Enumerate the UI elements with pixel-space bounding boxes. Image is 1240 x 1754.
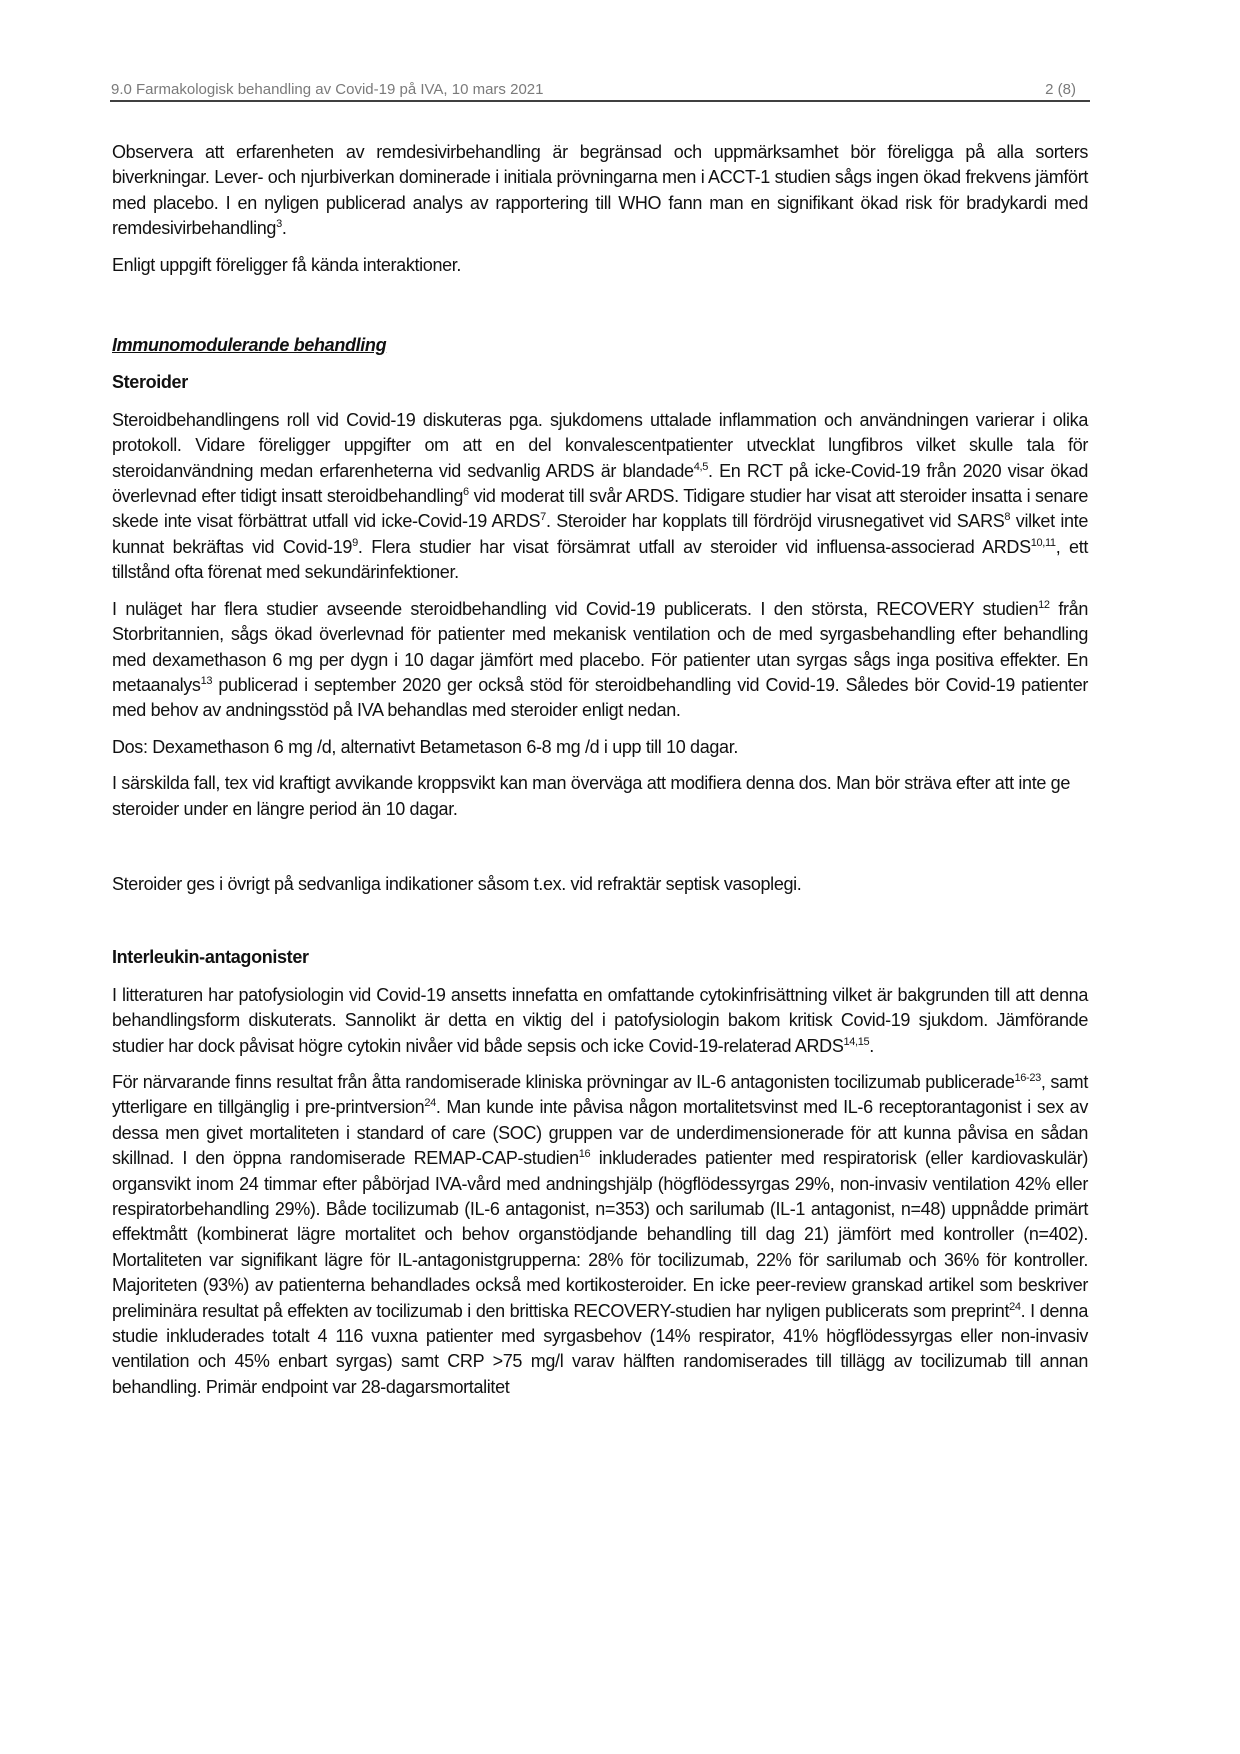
reference: 16 [578,1148,591,1161]
text: I litteraturen har patofysiologin vid Covid-19 ansetts innefatta en omfattande cytokinfrisättning vilket är bakgrunden till att denna behandlingsform diskuterats. Sannolikt är detta en viktig del i patofysiologin bakom kritisk Covid-19 sjukdom. Jämförande studier har dock påvisat högre cytokin nivåer vid både sepsis och icke Covid-19-relaterad ARDS [112,984,1088,1056]
reference: 8 [1004,511,1011,524]
other-indications-paragraph: Steroider ges i övrigt på sedvanliga indikationer såsom t.ex. vid refraktär septisk vasoplegi. [112,873,802,894]
text: . Flera studier har visat försämrat utfall av steroider vid influensa-associerad ARDS [357,536,1031,557]
header-title: 9.0 Farmakologisk behandling av Covid-19 på IVA, 10 mars 2021 [111,81,544,98]
special-cases-paragraph: I särskilda fall, tex vid kraftigt avvikande kroppsvikt kan man överväga att modifiera denna dos. Man bör sträva efter att inte ge steroider under en längre period än 10 dagar. [112,773,1071,819]
reference: 13 [200,674,213,687]
text: , ett tillstånd ofta förenat med sekundärinfektioner. [112,536,1088,583]
reference: 24 [1009,1300,1021,1313]
text: Steroidbehandlingens roll vid Covid-19 diskuteras pga. sjukdomens uttalade inflammation och användningen varierar i olika protokoll. Vidare föreligger uppgifter om att en del konvalescentpatienter utvecklat lungfibros vilket skulle tala för steroidanvändning medan erfarenheterna vid sedvanlig ARDS är blandade [112,409,1088,481]
reference: 14,15 [843,1035,870,1048]
text: I nuläget har flera studier avseende steroidbehandling vid Covid-19 publicerats. I den största, RECOVERY studien [112,598,1039,619]
page-number: 2 (8) [1045,81,1076,98]
reference: 24 [424,1097,436,1110]
remdesivir-paragraph-1 [112,140,1088,242]
text: . Steroider har kopplats till fördröjd virusnegativet vid SARS [545,511,1005,532]
steroid-paragraph-2 [112,597,1088,724]
interleukin-paragraph-1 [112,983,1088,1059]
interleukin-paragraph-2 [112,1070,1088,1400]
text: från Storbritannien, sågs ökad överlevnad för patienter med mekanisk ventilation och de med syrgasbehandling efter behandling med dexamethason 6 mg per dygn i 10 dagar jämfört med placebo. För patienter utan syrgas sågs inga positiva effekter. En metaanalys [112,598,1088,695]
subheading-interleukin: Interleukin-antagonister [112,947,309,968]
reference: 10,11 [1030,536,1056,549]
page-header [110,74,1090,102]
steroid-paragraph-1 [112,408,1088,586]
text: inkluderades patienter med respiratorisk (eller kardiovaskulär) organsvikt inom 24 timmar efter påbörjad IVA-vård med andningshjälp (högflödessyrgas 29%, non-invasiv ventilation 42% eller respiratorbehandling 29%). Både tocilizumab (IL-6 antagonist, n=353) och sarilumab (IL-1 antagonist, n=48) uppnådde primärt effektmått (kombinerat lägre mortalitet och behov organstödjande behandling till dag 21) jämfört med kontroller (n=402). Mortaliteten var signifikant lägre för IL-antagonistgrupperna: 28% för tocilizumab, 22% för sarilumab och 36% för kontroller. Majoriteten (93%) av patienterna behandlades också med kortikosteroider. En icke peer-review granskad artikel som beskriver preliminära resultat på effekten av tocilizumab i den brittiska RECOVERY-studien har nyligen publicerats som preprint [112,1148,1088,1321]
reference: 12 [1038,598,1050,611]
dose-paragraph: Dos: Dexamethason 6 mg /d, alternativt Betametason 6-8 mg /d i upp till 10 dagar. [112,736,739,757]
reference: 3 [276,218,282,231]
text: . [281,218,287,239]
text: , samt ytterligare en tillgänglig i pre-printversion [112,1071,1088,1118]
reference: 4,5 [693,460,708,473]
section-title: Immunomodulerande behandling [112,335,387,356]
document-body [112,140,1088,1411]
text: vid moderat till svår ARDS. Tidigare studier har visat att steroider insatta i senare skede inte visat förbättrat utfall vid icke-Covid-19 ARDS [112,486,1088,532]
text: . I denna studie inkluderades totalt 4 116 vuxna patienter med syrgasbehov (14% respirator, 41% högflödessyrgas eller non-invasiv ventilation och 45% enbart syrgas) samt CRP >75 mg/l varav hälften randomiserades till tillägg av tocilizumab till annan behandling. Primär endpoint var 28-dagarsmortalitet [112,1300,1088,1397]
subheading-steroider: Steroider [112,372,188,393]
reference: 6 [463,486,469,499]
text: . En RCT på icke-Covid-19 från 2020 visar ökad överlevnad efter tidigt insatt steroidbehandling [112,460,1088,507]
reference: 16-23 [1014,1071,1041,1084]
remdesivir-paragraph-2: Enligt uppgift föreligger få kända interaktioner. [112,254,462,275]
text: publicerad i september 2020 ger också stöd för steroidbehandling vid Covid-19. Således bör Covid-19 patienter med behov av andningsstöd på IVA behandlas med steroider enligt nedan. [112,674,1088,721]
text: Observera att erfarenheten av remdesivirbehandling är begränsad och uppmärksamhet bör föreligga på alla sorters biverkningar. Lever- och njurbiverkan dominerade i initiala prövningarna men i ACCT-1 studien sågs ingen ökad frekvens jämfört med placebo. I en nyligen publicerad analys av rapportering till WHO fann man en signifikant ökad risk för bradykardi med remdesivirbehandling [112,142,1088,239]
text: För närvarande finns resultat från åtta randomiserade kliniska prövningar av IL-6 antagonisten tocilizumab publicerade [112,1071,1015,1092]
text: . [869,1035,874,1056]
reference: 9 [352,536,358,549]
text: vilket inte kunnat bekräftas vid Covid-19 [112,511,1088,557]
text: . Man kunde inte påvisa någon mortalitetsvinst med IL-6 receptorantagonist i sex av dessa men givet mortaliteten i standard of care (SOC) gruppen var de underdimensionerade för att kunna påvisa en sådan skillnad. I den öppna randomiserade REMAP-CAP-studien [112,1097,1088,1169]
reference: 7 [540,511,546,524]
